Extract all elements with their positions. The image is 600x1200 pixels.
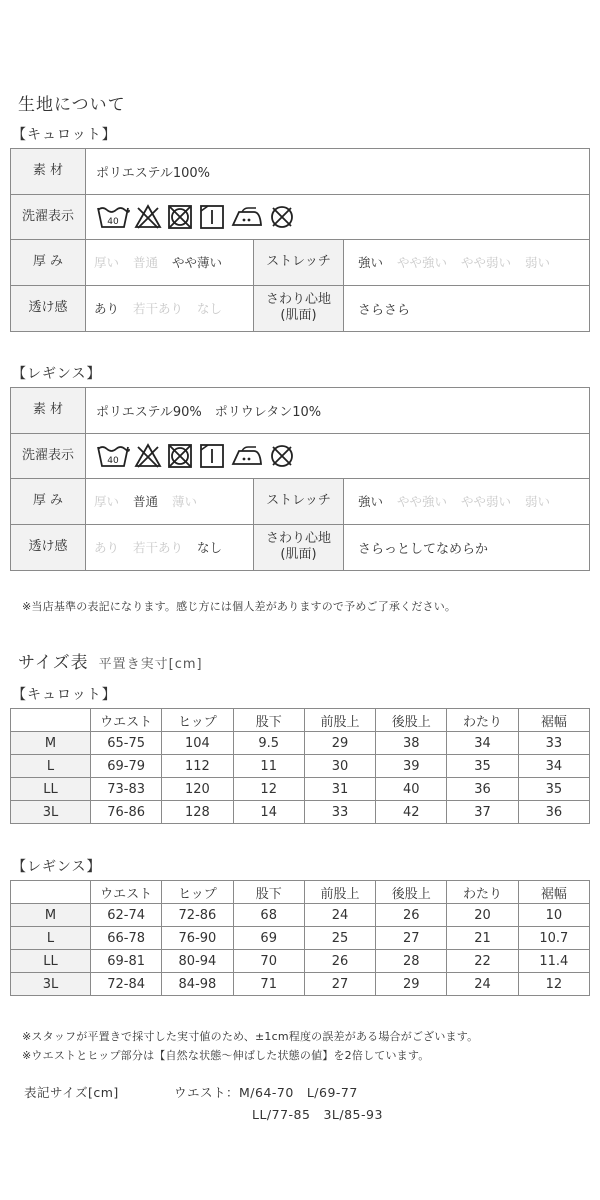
column-header: 股下	[233, 881, 304, 904]
table-cell: 14	[233, 801, 304, 824]
wash-icons	[96, 204, 296, 230]
no-bleach-icon	[134, 204, 162, 230]
table-row	[11, 732, 590, 755]
table-cell: 72-86	[162, 904, 233, 927]
line-dry-icon	[198, 443, 226, 469]
option-1: 普通	[133, 494, 159, 510]
table-cell: 76-90	[162, 927, 233, 950]
table-cell: 29	[376, 973, 447, 996]
thickness-options	[86, 479, 254, 524]
table-cell: 62-74	[91, 904, 162, 927]
no-bleach-icon	[134, 443, 162, 469]
table-cell: 12	[233, 778, 304, 801]
table-cell: 12	[518, 973, 589, 996]
material-label: 素 材	[11, 149, 86, 194]
option-2: なし	[197, 301, 223, 317]
size-table-culotte	[10, 708, 590, 824]
table-cell: 24	[304, 904, 375, 927]
option-2: なし	[197, 540, 223, 556]
thickness-label: 厚 み	[11, 240, 86, 285]
option-1: 若干あり	[133, 301, 184, 317]
svg-text:40: 40	[107, 216, 119, 227]
table-cell: 39	[376, 755, 447, 778]
table-cell: 9.5	[233, 732, 304, 755]
table-cell: 21	[447, 927, 518, 950]
table-cell: 40	[376, 778, 447, 801]
column-header: 後股上	[376, 881, 447, 904]
table-cell: 73-83	[91, 778, 162, 801]
size-culotte-label: 【キュロット】	[12, 687, 117, 703]
option-3: 弱い	[525, 255, 551, 271]
table-cell: 29	[304, 732, 375, 755]
table-cell: 120	[162, 778, 233, 801]
touch-label: さわり心地 (肌面)	[254, 286, 344, 332]
column-header: 股下	[233, 709, 304, 732]
size-leggings-label: 【レギンス】	[12, 859, 102, 875]
option-2: やや弱い	[461, 494, 512, 510]
table-cell: 22	[447, 950, 518, 973]
table-row	[11, 973, 590, 996]
sheer-options	[86, 286, 254, 332]
option-0: 厚い	[94, 494, 120, 510]
table-cell: 72-84	[91, 973, 162, 996]
leggings-fabric-label: 【レギンス】	[12, 366, 102, 382]
table-cell: 20	[447, 904, 518, 927]
note-doubled-values: ※ウエストとヒップ部分は【自然な状態〜伸ばした状態の値】を2倍しています。	[22, 1049, 430, 1062]
column-header: 裾幅	[518, 881, 589, 904]
stretch-options	[344, 479, 589, 524]
leggings-fabric-table	[10, 387, 590, 571]
table-cell: 10	[518, 904, 589, 927]
iron-low-icon	[230, 443, 264, 469]
table-cell: 27	[304, 973, 375, 996]
touch-label: さわり心地 (肌面)	[254, 525, 344, 571]
size-label-cell: L	[11, 755, 91, 778]
wash-label: 洗濯表示	[11, 434, 86, 479]
stretch-label: ストレッチ	[254, 479, 344, 524]
table-cell: 80-94	[162, 950, 233, 973]
label-size-line1: ウエスト：M/64-70 L/69-77	[174, 1085, 358, 1100]
table-cell: 42	[376, 801, 447, 824]
option-1: やや強い	[397, 494, 448, 510]
stretch-options	[344, 240, 589, 285]
table-cell: 24	[447, 973, 518, 996]
svg-text:40: 40	[107, 455, 119, 466]
table-cell: 25	[304, 927, 375, 950]
wash-label: 洗濯表示	[11, 195, 86, 240]
fabric-heading: 生地について	[18, 95, 126, 115]
table-cell: 36	[518, 801, 589, 824]
column-header: 後股上	[376, 709, 447, 732]
table-cell: 38	[376, 732, 447, 755]
size-label-cell: L	[11, 927, 91, 950]
table-row	[11, 755, 590, 778]
column-header: 前股上	[304, 709, 375, 732]
label-size-line2: LL/77-85 3L/85-93	[252, 1107, 383, 1122]
touch-value: さらっとしてなめらか	[358, 541, 489, 557]
column-header: ヒップ	[162, 881, 233, 904]
table-row	[11, 904, 590, 927]
size-subheading: 平置き実寸[cm]	[98, 657, 203, 672]
table-cell: 26	[304, 950, 375, 973]
table-cell: 36	[447, 778, 518, 801]
option-0: 厚い	[94, 255, 120, 271]
column-header: ウエスト	[91, 881, 162, 904]
no-tumble-dry-icon	[166, 204, 194, 230]
option-2: やや薄い	[172, 255, 223, 271]
culotte-fabric-label: 【キュロット】	[12, 127, 117, 143]
table-cell: 70	[233, 950, 304, 973]
option-3: 弱い	[525, 494, 551, 510]
table-cell: 26	[376, 904, 447, 927]
iron-low-icon	[230, 204, 264, 230]
size-table-leggings	[10, 880, 590, 996]
line-dry-icon	[198, 204, 226, 230]
table-cell: 112	[162, 755, 233, 778]
table-cell: 104	[162, 732, 233, 755]
column-header: 裾幅	[518, 709, 589, 732]
table-cell: 10.7	[518, 927, 589, 950]
table-cell: 68	[233, 904, 304, 927]
stretch-label: ストレッチ	[254, 240, 344, 285]
wash-40-icon	[96, 204, 130, 230]
table-row	[11, 778, 590, 801]
material-label: 素 材	[11, 388, 86, 433]
size-label-cell: 3L	[11, 973, 91, 996]
material-value: ポリエステル90% ポリウレタン10%	[96, 404, 322, 420]
table-cell: 84-98	[162, 973, 233, 996]
table-cell: 35	[518, 778, 589, 801]
table-cell: 65-75	[91, 732, 162, 755]
table-cell: 69	[233, 927, 304, 950]
table-cell: 27	[376, 927, 447, 950]
option-1: 普通	[133, 255, 159, 271]
culotte-fabric-table	[10, 148, 590, 332]
option-0: あり	[94, 540, 120, 556]
thickness-options	[86, 240, 254, 285]
table-cell: 66-78	[91, 927, 162, 950]
table-cell: 35	[447, 755, 518, 778]
wash-icons	[96, 443, 296, 469]
size-heading: サイズ表 平置き実寸[cm]	[18, 653, 203, 673]
option-0: あり	[94, 301, 120, 317]
table-row	[11, 950, 590, 973]
size-label-cell: M	[11, 904, 91, 927]
thickness-label: 厚 み	[11, 479, 86, 524]
column-header: わたり	[447, 709, 518, 732]
table-cell: 76-86	[91, 801, 162, 824]
size-label-cell: LL	[11, 778, 91, 801]
column-header	[11, 881, 91, 904]
column-header: ウエスト	[91, 709, 162, 732]
no-dry-clean-icon	[268, 204, 296, 230]
column-header	[11, 709, 91, 732]
option-0: 強い	[358, 494, 384, 510]
size-label-cell: LL	[11, 950, 91, 973]
option-1: 若干あり	[133, 540, 184, 556]
no-dry-clean-icon	[268, 443, 296, 469]
table-cell: 34	[447, 732, 518, 755]
table-cell: 34	[518, 755, 589, 778]
wash-40-icon	[96, 443, 130, 469]
material-value: ポリエステル100%	[96, 165, 210, 181]
table-row	[11, 801, 590, 824]
size-label-cell: M	[11, 732, 91, 755]
table-cell: 11.4	[518, 950, 589, 973]
table-cell: 11	[233, 755, 304, 778]
table-cell: 37	[447, 801, 518, 824]
sheer-label: 透け感	[11, 286, 86, 332]
table-cell: 31	[304, 778, 375, 801]
sheer-options	[86, 525, 254, 571]
column-header: 前股上	[304, 881, 375, 904]
column-header: わたり	[447, 881, 518, 904]
option-2: やや弱い	[461, 255, 512, 271]
touch-value: さらさら	[358, 302, 411, 318]
column-header: ヒップ	[162, 709, 233, 732]
table-cell: 28	[376, 950, 447, 973]
table-cell: 128	[162, 801, 233, 824]
table-cell: 69-81	[91, 950, 162, 973]
option-1: やや強い	[397, 255, 448, 271]
table-cell: 33	[304, 801, 375, 824]
table-cell: 33	[518, 732, 589, 755]
table-cell: 30	[304, 755, 375, 778]
label-size-title: 表記サイズ[cm]	[24, 1085, 119, 1100]
sheer-label: 透け感	[11, 525, 86, 571]
table-row	[11, 927, 590, 950]
size-label-cell: 3L	[11, 801, 91, 824]
note-measurement-error: ※スタッフが平置きで採寸した実寸値のため、±1cm程度の誤差がある場合がございます。	[22, 1030, 479, 1043]
no-tumble-dry-icon	[166, 443, 194, 469]
note-individual-difference: ※当店基準の表記になります。感じ方には個人差がありますので予めご了承ください。	[22, 600, 457, 613]
option-0: 強い	[358, 255, 384, 271]
option-2: 薄い	[172, 494, 198, 510]
table-cell: 69-79	[91, 755, 162, 778]
table-cell: 71	[233, 973, 304, 996]
